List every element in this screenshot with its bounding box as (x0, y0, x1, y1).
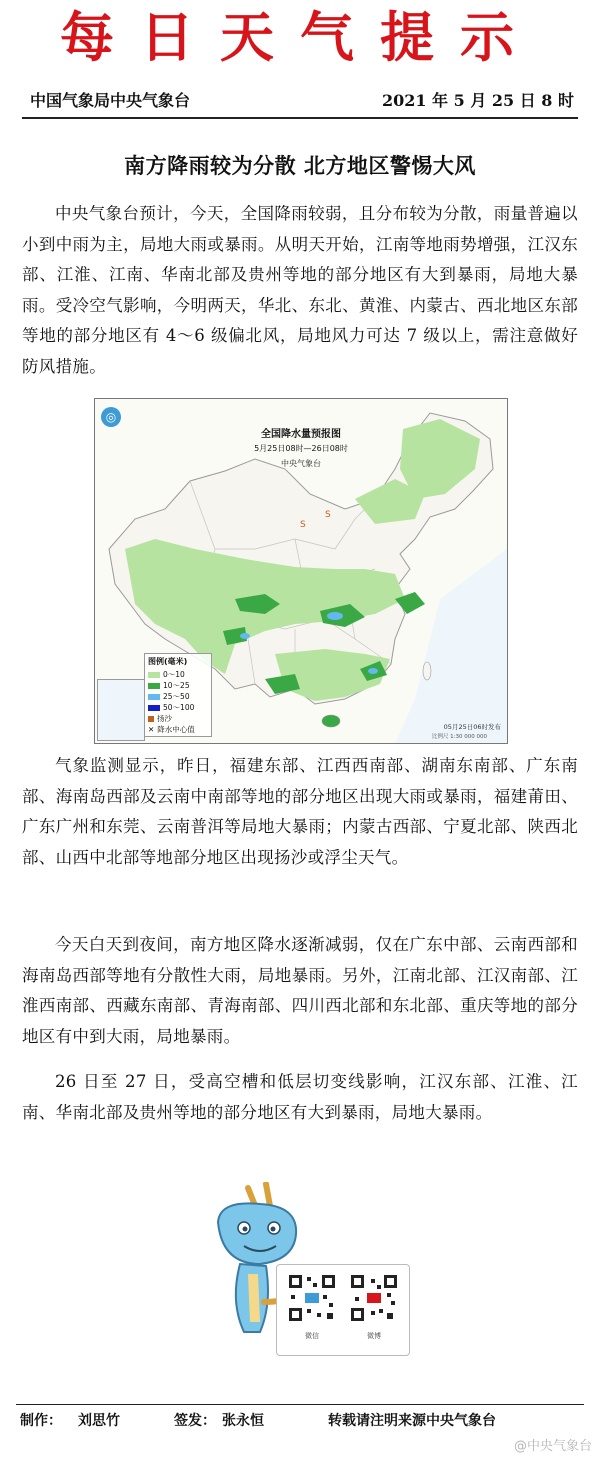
map-org: 中央气象台 (281, 459, 321, 468)
svg-text:S: S (325, 510, 331, 520)
legend-title: 图例(毫米) (148, 657, 188, 666)
legend-item (145, 702, 211, 713)
qr-code-wechat[interactable] (287, 1273, 337, 1323)
footer-rule (16, 1404, 584, 1405)
south-china-sea-inset (97, 679, 145, 741)
legend-swatch (148, 672, 160, 678)
legend-swatch (148, 694, 160, 700)
legend-label: 50～100 (163, 703, 195, 712)
issuer: 中国气象局中央气象台 (30, 91, 191, 110)
map-title: 全国降水量预报图 (261, 429, 341, 440)
subheader (22, 88, 578, 114)
maker-name: 刘思竹 (78, 1413, 120, 1429)
map-scale: 比例尺 1:30 000 000 (431, 734, 487, 740)
paragraph: 26 日至 27 日，受高空槽和低层切变线影响，江汉东部、江淮、江南、华南北部及贵州等地的部分地区有大到暴雨，局地大暴雨。 (22, 1072, 578, 1122)
legend-swatch (148, 683, 160, 689)
legend-label: 10～25 (163, 681, 190, 690)
qr-code-weibo[interactable] (349, 1273, 399, 1323)
legend-label: 降水中心值 (157, 725, 195, 734)
qr-label-wechat: 微信 (305, 1332, 319, 1340)
sand-icon (148, 716, 154, 722)
legend-label: 扬沙 (157, 714, 172, 723)
qr-card (276, 1264, 410, 1356)
cma-logo-icon: ◎ (101, 407, 121, 427)
signer-name: 张永恒 (222, 1413, 264, 1429)
center-value-icon: ✕ (148, 725, 155, 734)
source-note: 转载请注明来源中央气象台 (328, 1413, 496, 1429)
maker-label: 制作： (20, 1413, 62, 1429)
legend-item (145, 724, 211, 735)
footer (16, 1410, 584, 1432)
legend-item (145, 669, 211, 680)
precipitation-forecast-map (94, 398, 508, 744)
weibo-watermark: @中央气象台 (513, 1439, 592, 1454)
signer-label: 签发： (174, 1413, 216, 1429)
legend-swatch (148, 705, 160, 711)
legend-label: 25～50 (163, 692, 190, 701)
paragraph: 中央气象台预计，今天，全国降雨较弱，且分布较为分散，雨量普遍以小到中雨为主，局地大雨或暴雨。从明天开始，江南等地雨势增强，江汉东部、江淮、江南、华南北部及贵州等地的部分地区有大到暴雨，局地大暴雨。受冷空气影响，今明两天，华北、东北、黄淮、内蒙古、西北地区东部等地的部分地区有 4～6 级偏北风，局地风力可达 7 级以上，需注意做好防风措施。 (22, 204, 578, 376)
legend-item (145, 713, 211, 724)
legend-item (145, 691, 211, 702)
paragraph: 今天白天到夜间，南方地区降水逐渐减弱，仅在广东中部、云南西部和海南岛西部等地有分散性大雨，局地暴雨。另外，江南北部、江汉南部、江淮西南部、西藏东南部、青海南部、四川西北部和东北部、重庆等地的部分地区有中到大雨，局地暴雨。 (22, 935, 578, 1046)
svg-text:S: S (300, 520, 306, 530)
issue-datetime: 2021 年 5 月 25 日 8 时 (381, 91, 574, 110)
legend-item (145, 680, 211, 691)
legend-label: 0～10 (163, 670, 185, 679)
qr-label-weibo: 微博 (367, 1332, 381, 1340)
article-title: 南方降雨较为分散 北方地区警惕大风 (124, 153, 476, 178)
header-rule (22, 117, 578, 119)
map-legend (144, 653, 212, 737)
paragraph: 气象监测显示，昨日，福建东部、江西西南部、湖南东南部、广东南部、海南岛西部及云南中南部等地的部分地区出现大雨或暴雨，福建莆田、广东广州和东莞、云南普洱等局地大暴雨；内蒙古西部、宁夏北部、陕西北部、山西中北部等地部分地区出现扬沙或浮尘天气。 (22, 756, 578, 867)
map-time-range: 5月25日08时—26日08时 (254, 444, 348, 453)
map-issue-time: 05月25日06时发布 (443, 723, 501, 731)
banner-title: 每日天气提示 (60, 5, 540, 69)
